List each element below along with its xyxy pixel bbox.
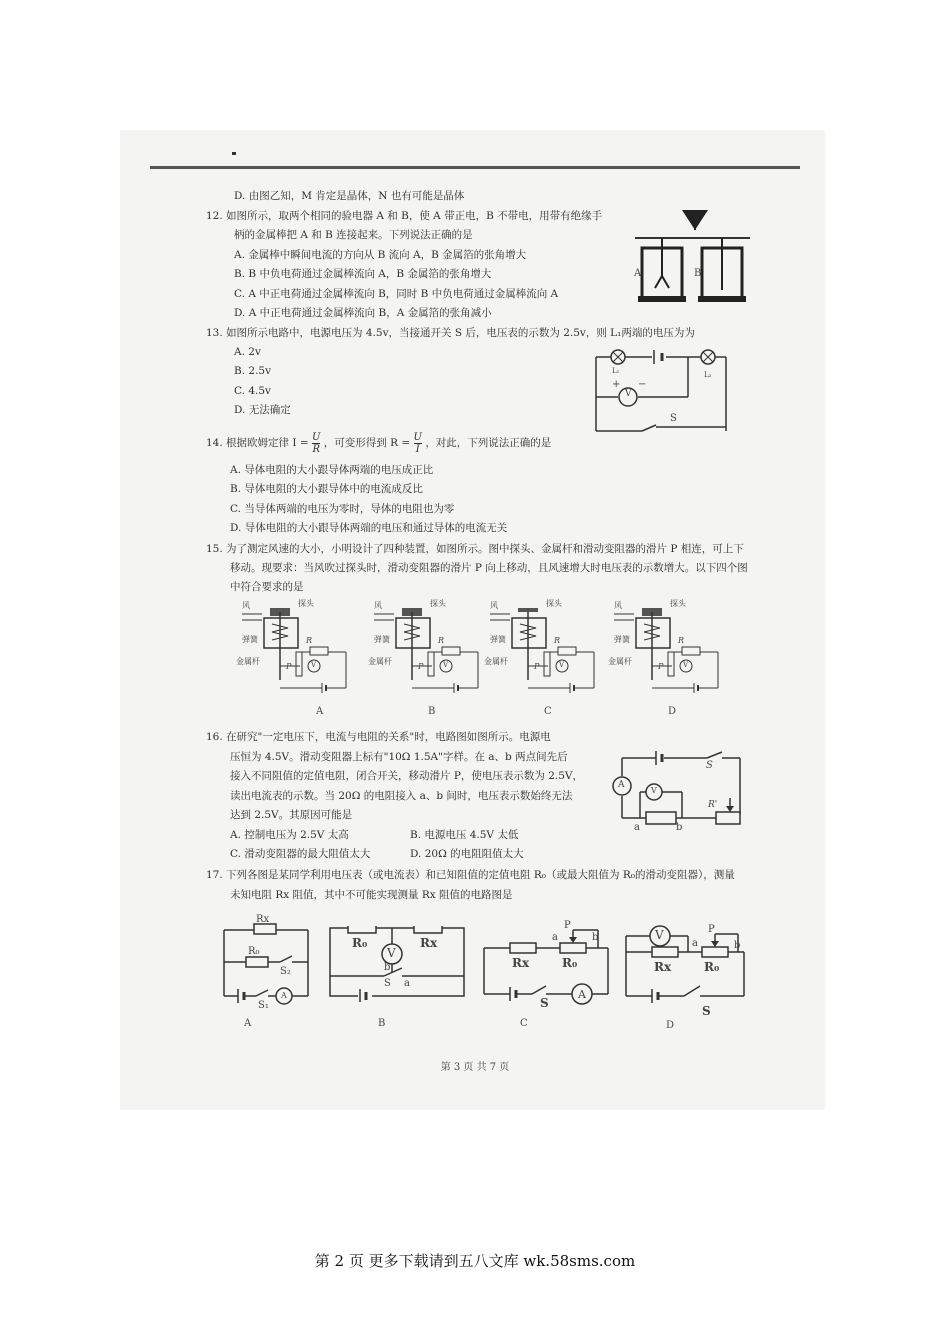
- q16-point-b: b: [676, 822, 683, 833]
- q17-caption-a: A: [244, 1018, 252, 1029]
- q15-stem-line1: 15. 为了测定风速的大小，小明设计了四种装置，如图所示。图中探头、金属杆和滑动变阻器的滑片 P 相连，可上下: [206, 543, 744, 555]
- q15-resistor-label: R: [678, 636, 685, 645]
- q17-circuit-b: [328, 926, 468, 1002]
- q16-point-a: a: [634, 822, 640, 833]
- q16-option-d: D. 20Ω 的电阻阻值太大: [410, 848, 524, 860]
- q15-resistor-label: R: [554, 636, 561, 645]
- q15-voltmeter-label: V: [683, 661, 689, 669]
- q16-circuit-figure: [612, 748, 747, 834]
- q12-option-b: B. B 中负电荷通过金属棒流向 A，B 金属箔的张角增大: [234, 268, 492, 280]
- q15-probe-label: 探头: [430, 599, 446, 608]
- q15-slider-label: P: [418, 662, 424, 671]
- q14-formula-i: [312, 432, 320, 455]
- q16-option-b: B. 电源电压 4.5V 太低: [410, 829, 519, 841]
- q13-circuit-figure: [592, 345, 732, 440]
- q15-stem-line2: 移动。现要求：当风吹过探头时，滑动变阻器的滑片 P 向上移动，且风速增大时电压表的示数增大。以下四个图: [230, 562, 748, 574]
- q16-voltmeter-label: V: [651, 786, 657, 795]
- q17-caption-b: B: [378, 1018, 386, 1029]
- q15-rod-label: 金属杆: [368, 657, 392, 666]
- q17b-point-b: b: [384, 962, 391, 973]
- q15-wind-label: 风: [490, 601, 498, 610]
- q15-rod-label: 金属杆: [236, 657, 260, 666]
- q13-minus-label: −: [638, 379, 647, 390]
- q16-stem-line3: 接入不同阻值的定值电阻，闭合开关，移动滑片 P，使电压表示数为 2.5V，: [230, 770, 584, 782]
- q15-probe-label: 探头: [298, 599, 314, 608]
- q15-resistor-label: R: [306, 636, 313, 645]
- q17d-switch-label: S: [702, 1004, 711, 1018]
- q17d-rx-label: Rx: [654, 960, 672, 974]
- q13-voltmeter-label: V: [625, 389, 632, 399]
- q12-stem-line2: 柄的金属棒把 A 和 B 连接起来。下列说法正确的是: [234, 229, 473, 241]
- q17c-ammeter-label: A: [578, 988, 586, 1001]
- q14-option-b: B. 导体电阻的大小跟导体中的电流成反比: [230, 483, 423, 495]
- q15-resistor-label: R: [438, 636, 445, 645]
- q14-stem-post: ，对此，下列说法正确的是: [425, 437, 552, 449]
- q15-slider-label: P: [658, 662, 664, 671]
- q16-option-a: A. 控制电压为 2.5V 太高: [230, 829, 349, 841]
- q16-stem-line5: 达到 2.5V。其原因可能是: [230, 809, 353, 821]
- q15-rod-label: 金属杆: [608, 657, 632, 666]
- q14-formula-r: [414, 432, 422, 455]
- q14-i-numerator: U: [312, 431, 321, 443]
- q12-option-d: D. A 中正电荷通过金属棒流向 B，A 金属箔的张角减小: [234, 307, 492, 319]
- q13-option-d: D. 无法确定: [234, 404, 291, 416]
- q17b-point-a: a: [404, 978, 410, 989]
- q15-wind-label: 风: [374, 601, 382, 610]
- q16-stem-line1: 16. 在研究"一定电压下，电流与电阻的关系"时，电路图如图所示。电源电: [206, 731, 551, 743]
- q13-option-b: B. 2.5v: [234, 365, 272, 377]
- q16-ammeter-label: A: [618, 780, 625, 790]
- q17b-r0-label: R₀: [352, 936, 368, 950]
- q17b-rx-label: Rx: [420, 936, 438, 950]
- q12-electroscope-figure: [630, 208, 755, 308]
- q15-caption-a: A: [316, 706, 324, 717]
- q13-option-a: A. 2v: [234, 346, 261, 358]
- q17d-voltmeter-label: V: [655, 928, 664, 942]
- q15-voltmeter-label: V: [311, 661, 317, 669]
- q14-r-denominator: I: [415, 443, 420, 455]
- q17-circuit-a: [220, 914, 315, 1011]
- q17d-r0-label: R₀: [704, 960, 720, 974]
- q14-stem-mid: ，可变形得到 R =: [323, 437, 411, 449]
- q14-option-c: C. 当导体两端的电压为零时，导体的电阻也为零: [230, 503, 455, 515]
- q14-option-a: A. 导体电阻的大小跟导体两端的电压成正比: [230, 464, 434, 476]
- page-footer: 第 2 页 更多下载请到五八文库 wk.58sms.com: [314, 1252, 636, 1270]
- q15-slider-label: P: [286, 662, 292, 671]
- q12-label-a: A: [634, 268, 642, 279]
- q12-option-a: A. 金属棒中瞬间电流的方向从 B 流向 A，B 金属箔的张角增大: [234, 249, 527, 261]
- q17b-voltmeter-label: V: [387, 946, 396, 960]
- q15-spring-label: 弹簧: [242, 635, 258, 644]
- q14-r-numerator: U: [413, 431, 422, 443]
- q17-stem-line2: 未知电阻 Rx 阻值，其中不可能实现测量 Rx 阻值的电路图是: [230, 889, 513, 901]
- q17c-switch-label: S: [540, 996, 549, 1010]
- q17c-slider-label: P: [564, 920, 571, 931]
- q15-slider-label: P: [534, 662, 540, 671]
- q15-spring-label: 弹簧: [374, 635, 390, 644]
- q15-rod-label: 金属杆: [484, 657, 508, 666]
- q17a-s1-label: S₁: [258, 1000, 269, 1011]
- q15-probe-label: 探头: [670, 599, 686, 608]
- q17c-point-a: a: [552, 932, 558, 943]
- q15-device-figure-d: [608, 599, 737, 696]
- q12-stem-line1: 12. 如图所示，取两个相同的验电器 A 和 B，使 A 带正电，B 不带电，用带有绝缘手: [206, 210, 603, 222]
- q13-l2-label: L₂: [704, 371, 712, 379]
- scan-page-number: 第 3 页 共 7 页: [440, 1062, 510, 1073]
- q17d-slider-label: P: [708, 924, 715, 935]
- q15-wind-label: 风: [242, 601, 250, 610]
- q15-voltmeter-label: V: [559, 661, 565, 669]
- q12-label-b: B: [694, 268, 702, 279]
- q15-voltmeter-label: V: [443, 661, 449, 669]
- q17c-r0-label: R₀: [562, 956, 578, 970]
- q15-stem-line3: 中符合要求的是: [230, 581, 304, 593]
- q13-option-c: C. 4.5v: [234, 385, 271, 397]
- q16-option-c: C. 滑动变阻器的最大阻值太大: [230, 848, 371, 860]
- q17c-point-b: b: [592, 932, 599, 943]
- q15-caption-b: B: [428, 706, 436, 717]
- q14-stem: [206, 430, 551, 456]
- q15-spring-label: 弹簧: [490, 635, 506, 644]
- q17a-r0-label: R₀: [248, 946, 260, 957]
- q15-device-figure-a: [236, 599, 365, 696]
- q17b-switch-label: S: [384, 978, 391, 989]
- q15-caption-c: C: [544, 706, 552, 717]
- q17a-rx-label: Rx: [256, 914, 270, 925]
- q17-caption-d: D: [666, 1020, 675, 1031]
- q16-stem-line4: 读出电流表的示数。当 20Ω 的电阻接入 a、b 间时，电压表示数始终无法: [230, 790, 573, 802]
- q15-probe-label: 探头: [546, 599, 562, 608]
- q13-stem: 13. 如图所示电路中，电源电压为 4.5v，当接通开关 S 后，电压表的示数为 2.5v，则 L₁两端的电压为为: [206, 327, 695, 339]
- q17d-point-a: a: [692, 938, 698, 949]
- q15-wind-label: 风: [614, 601, 622, 610]
- q13-plus-label: +: [612, 379, 621, 390]
- q15-caption-d: D: [668, 706, 677, 717]
- q17-stem-line1: 17. 下列各图是某同学利用电压表（或电流表）和已知阻值的定值电阻 R₀（或最大阻值为 R₀的滑动变阻器），测量: [206, 869, 735, 881]
- q14-option-d: D. 导体电阻的大小跟导体两端的电压和通过导体的电流无关: [230, 522, 508, 534]
- q16-switch-label: S: [706, 760, 713, 771]
- q17d-point-b: b: [734, 940, 741, 951]
- header-rule: [150, 166, 800, 169]
- q12-option-c: C. A 中正电荷通过金属棒流向 B，同时 B 中负电荷通过金属棒流向 A: [234, 288, 559, 300]
- q15-spring-label: 弹簧: [614, 635, 630, 644]
- q16-rheostat-label: R': [708, 800, 718, 810]
- q14-i-denominator: R: [312, 443, 320, 455]
- q15-device-figure-c: [484, 599, 613, 696]
- q17a-ammeter-label: A: [281, 991, 287, 1000]
- q17-circuit-d: [622, 922, 752, 1004]
- scan-speck: [232, 152, 236, 155]
- q17-circuit-c: [480, 920, 615, 1010]
- q16-stem-line2: 压恒为 4.5V。滑动变阻器上标有"10Ω 1.5A"字样。在 a、b 两点间先后: [230, 751, 568, 763]
- q13-switch-label: S: [670, 413, 677, 424]
- q11-option-d: D. 由图乙知，M 肯定是晶体，N 也有可能是晶体: [234, 190, 465, 202]
- q17c-rx-label: Rx: [512, 956, 530, 970]
- q13-l1-label: L₁: [612, 367, 620, 375]
- q15-device-figure-b: [368, 599, 497, 696]
- q14-stem-pre: 14. 根据欧姆定律 I =: [206, 437, 309, 449]
- q17-caption-c: C: [520, 1018, 528, 1029]
- q17a-s2-label: S₂: [280, 966, 291, 977]
